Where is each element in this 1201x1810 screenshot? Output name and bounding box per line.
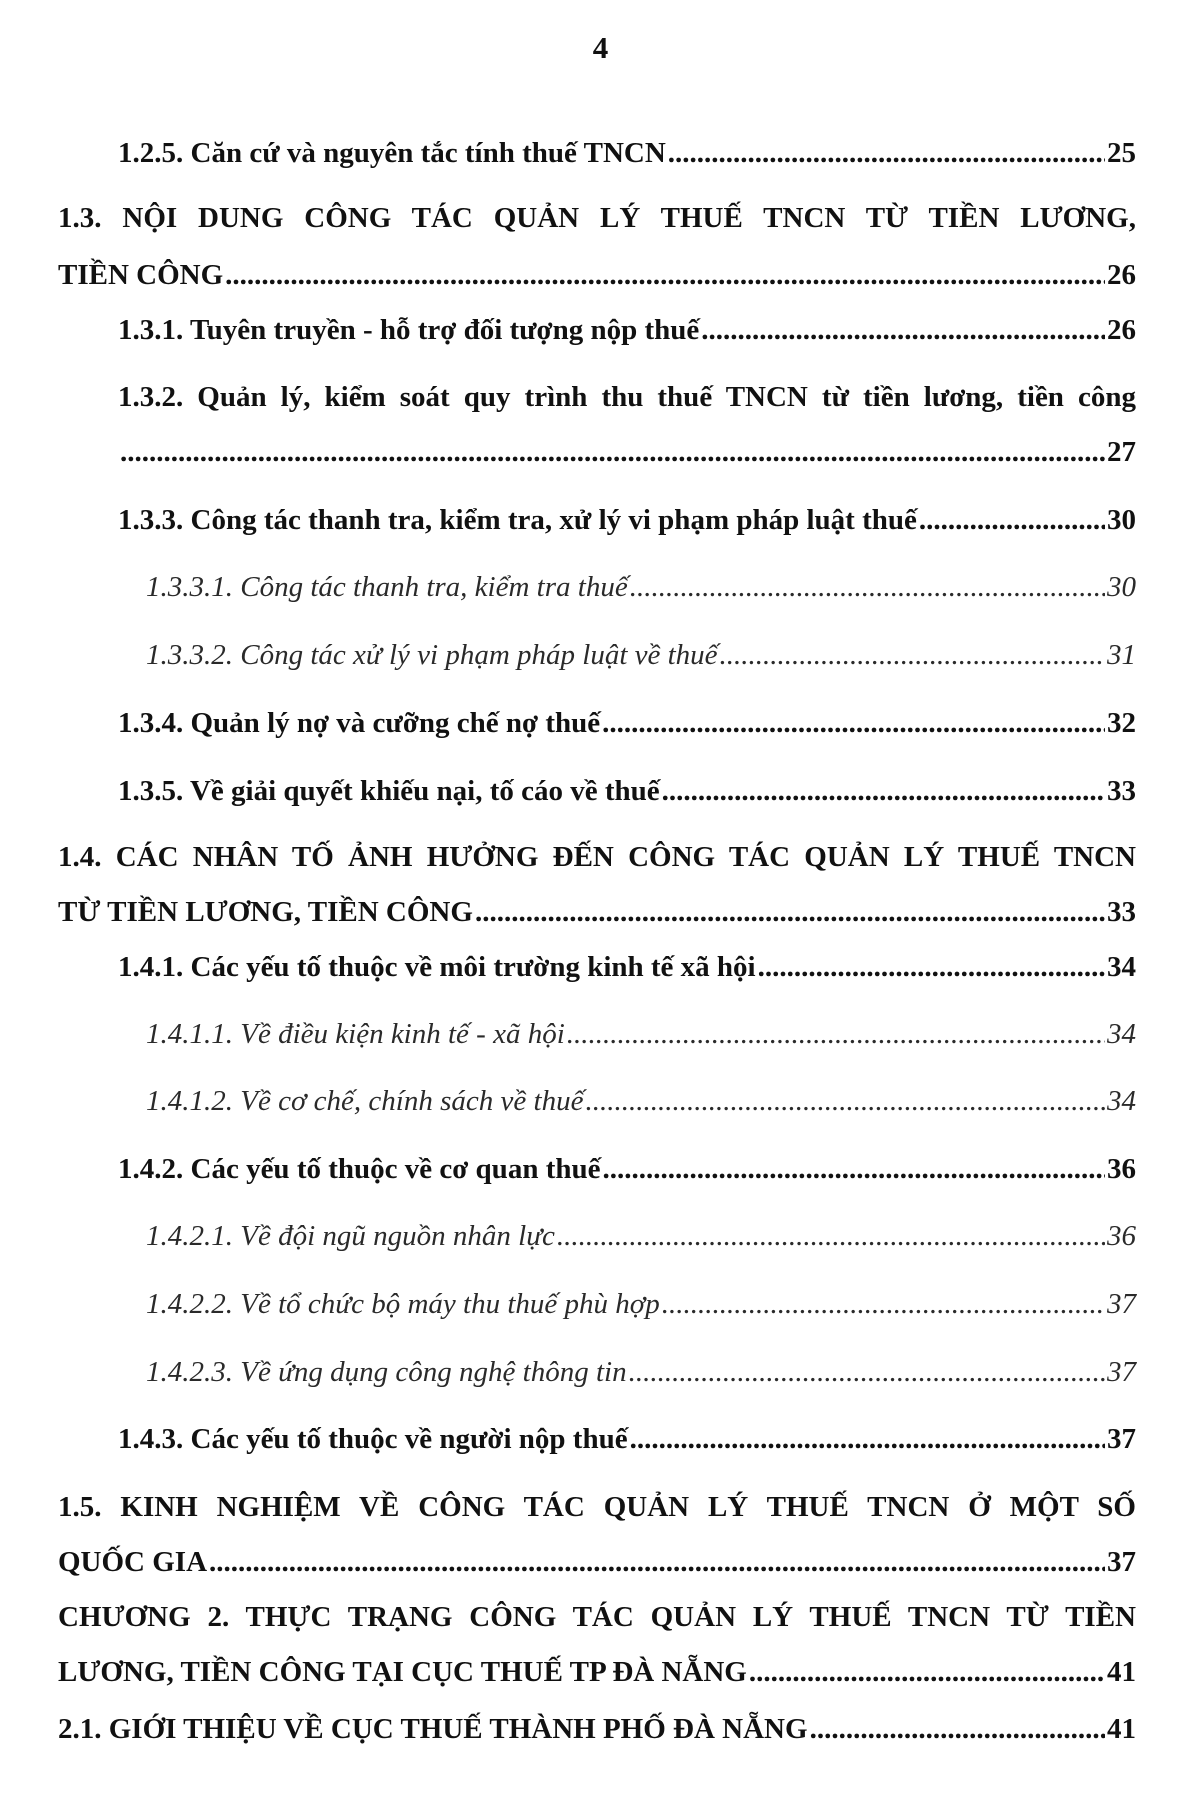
toc-entry[interactable] [58,201,1136,235]
dot-leader [668,136,1105,170]
toc-entry-title: 1.3.3.1. Công tác thanh tra, kiểm tra thuế [146,571,628,603]
dot-leader [567,1017,1105,1051]
toc-entry[interactable] [118,380,1136,414]
dot-leader [720,638,1105,672]
toc-entry[interactable] [146,638,1136,672]
toc-entry[interactable] [58,1490,1136,1524]
toc-entry-title-line1: 1.4. CÁC NHÂN TỐ ẢNH HƯỞNG ĐẾN CÔNG TÁC QUẢN LÝ THUẾ TNCN [58,841,1136,873]
toc-entry-page: 34 [1107,951,1136,983]
toc-entry-page: 25 [1107,137,1136,169]
toc-entry-page: 41 [1107,1713,1136,1745]
toc-entry[interactable] [146,570,1136,604]
toc-entry-title: 1.4.1.2. Về cơ chế, chính sách về thuế [146,1085,584,1117]
toc-entry-page: 37 [1107,1423,1136,1455]
dot-leader [557,1219,1105,1253]
dot-leader [630,570,1105,604]
toc-entry[interactable] [146,1355,1136,1389]
toc-entry-title: 1.4.2.1. Về đội ngũ nguồn nhân lực [146,1220,555,1252]
toc-entry-title: 1.2.5. Căn cứ và nguyên tắc tính thuế TNCN [118,137,666,169]
toc-entry-title: QUỐC GIA [58,1546,208,1578]
toc-entry-page: 26 [1107,259,1136,291]
toc-entry-title: 1.4.2.3. Về ứng dụng công nghệ thông tin [146,1356,627,1388]
toc-entry-continuation[interactable] [58,1655,1136,1689]
toc-entry-title: 1.3.1. Tuyên truyền - hỗ trợ đối tượng nộp thuế [118,314,700,346]
toc-entry-page: 30 [1107,571,1136,603]
toc-entry-page: 32 [1107,707,1136,739]
toc-entry[interactable] [118,1152,1136,1186]
toc-entry[interactable] [118,774,1136,808]
toc-entry-title-line1: CHƯƠNG 2. THỰC TRẠNG CÔNG TÁC QUẢN LÝ THUẾ TNCN TỪ TIỀN [58,1601,1136,1633]
toc-entry-title: 1.4.1.1. Về điều kiện kinh tế - xã hội [146,1018,565,1050]
dot-leader [758,950,1105,984]
toc-entry-title: 1.4.2. Các yếu tố thuộc về cơ quan thuế [118,1153,601,1185]
toc-entry-title: 2.1. GIỚI THIỆU VỀ CỤC THUẾ THÀNH PHỐ ĐÀ NẴNG [58,1713,808,1745]
toc-entry[interactable] [58,840,1136,874]
dot-leader [749,1655,1105,1689]
dot-leader [602,706,1105,740]
toc-entry-page: 33 [1107,896,1136,928]
toc-entry[interactable] [118,950,1136,984]
toc-entry-page: 30 [1107,504,1136,536]
toc-entry[interactable] [146,1287,1136,1321]
toc-entry-page: 31 [1107,639,1136,671]
toc-entry-page: 34 [1107,1018,1136,1050]
toc-entry-title: LƯƠNG, TIỀN CÔNG TẠI CỤC THUẾ TP ĐÀ NẴNG [58,1656,747,1688]
dot-leader [629,1355,1105,1389]
toc-entry-title: 1.4.2.2. Về tổ chức bộ máy thu thuế phù hợp [146,1288,660,1320]
dot-leader [602,1152,1105,1186]
toc-entry-page: 37 [1107,1356,1136,1388]
toc-entry[interactable] [58,1712,1136,1746]
toc-entry[interactable] [58,1600,1136,1634]
dot-leader [475,895,1105,929]
dot-leader [120,435,1105,469]
toc-entry[interactable] [146,1219,1136,1253]
toc-entry-page: 36 [1107,1220,1136,1252]
dot-leader [919,503,1105,537]
toc-entry[interactable] [118,503,1136,537]
dot-leader [225,258,1105,292]
toc-entry[interactable] [118,1422,1136,1456]
toc-entry-title: 1.3.5. Về giải quyết khiếu nại, tố cáo về thuế [118,775,660,807]
toc-entry-title-line1: 1.3.2. Quản lý, kiểm soát quy trình thu thuế TNCN từ tiền lương, tiền công [118,381,1136,413]
toc-entry-continuation[interactable] [58,895,1136,929]
toc-entry-page: 26 [1107,314,1136,346]
toc-entry-title: 1.3.3. Công tác thanh tra, kiểm tra, xử lý vi phạm pháp luật thuế [118,504,917,536]
toc-entry-continuation[interactable] [118,435,1136,469]
toc-entry-title: 1.4.3. Các yếu tố thuộc về người nộp thuế [118,1423,628,1455]
toc-entry-title: 1.3.3.2. Công tác xử lý vi phạm pháp luật về thuế [146,639,718,671]
dot-leader [810,1712,1105,1746]
toc-entry[interactable] [118,313,1136,347]
dot-leader [662,1287,1105,1321]
toc-entry-page: 36 [1107,1153,1136,1185]
toc-entry-page: 37 [1107,1288,1136,1320]
toc-entry[interactable] [146,1084,1136,1118]
toc-entry-page: 27 [1107,436,1136,468]
toc-entry-title-line1: 1.3. NỘI DUNG CÔNG TÁC QUẢN LÝ THUẾ TNCN TỪ TIỀN LƯƠNG, [58,202,1136,234]
toc-entry[interactable] [118,706,1136,740]
toc-entry-page: 34 [1107,1085,1136,1117]
toc-entry-continuation[interactable] [58,1545,1136,1579]
dot-leader [701,313,1105,347]
toc-entry-continuation[interactable] [58,258,1136,292]
dot-leader [630,1422,1105,1456]
toc-entry-page: 33 [1107,775,1136,807]
dot-leader [662,774,1105,808]
toc-entry-title-line1: 1.5. KINH NGHIỆM VỀ CÔNG TÁC QUẢN LÝ THUẾ TNCN Ở MỘT SỐ [58,1491,1136,1523]
toc-entry[interactable] [146,1017,1136,1051]
toc-entry[interactable] [118,136,1136,170]
toc-entry-title: 1.4.1. Các yếu tố thuộc về môi trường kinh tế xã hội [118,951,756,983]
dot-leader [209,1545,1105,1579]
toc-entry-page: 41 [1107,1656,1136,1688]
dot-leader [585,1084,1105,1118]
toc-entry-title: 1.3.4. Quản lý nợ và cưỡng chế nợ thuế [118,707,601,739]
toc-entry-title: TỪ TIỀN LƯƠNG, TIỀN CÔNG [58,896,473,928]
toc-entry-title: TIỀN CÔNG [58,259,224,291]
page-number: 4 [592,30,609,65]
toc-entry-page: 37 [1107,1546,1136,1578]
